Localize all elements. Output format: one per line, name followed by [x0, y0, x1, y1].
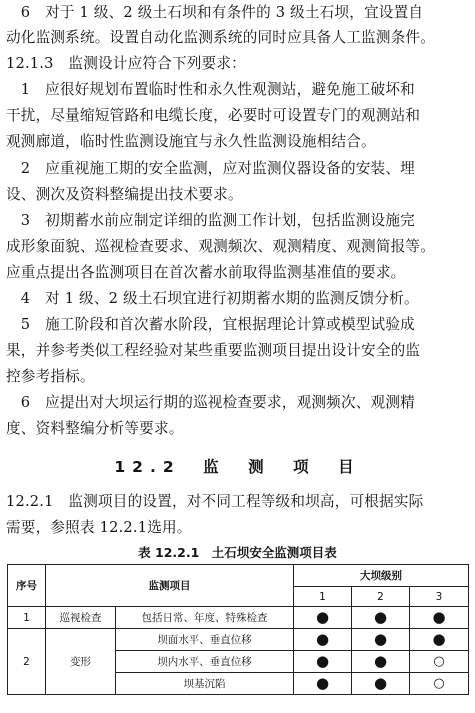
- optional-mark: ○: [410, 673, 469, 695]
- required-mark: ●: [352, 651, 410, 673]
- header-grade: 大坝级别: [294, 565, 469, 587]
- text-line: 度、资料整编分析等要求。: [6, 420, 184, 437]
- required-mark: ●: [410, 607, 469, 629]
- table-header-row: [8, 565, 469, 587]
- clause-heading: 12.1.3 监测设计应符合下列要求：: [6, 55, 246, 72]
- row-category: 变形: [46, 629, 116, 695]
- header-grade-2: 2: [352, 587, 410, 607]
- text-line: 4 对 1 级、2 级土石坝宜进行初期蓄水期的监测反馈分析。: [6, 290, 419, 307]
- row-category: 巡视检查: [46, 607, 116, 629]
- required-mark: ●: [410, 629, 469, 651]
- row-item: 坝基沉陷: [116, 673, 294, 695]
- table-row: [8, 629, 469, 651]
- text-line: 果，并参考类似工程经验对某些重要监测项目提出设计安全的监: [6, 342, 421, 359]
- text-line: 干扰，尽量缩短管路和电缆长度，必要时可设置专门的观测站和: [6, 107, 421, 124]
- header-grade-1: 1: [294, 587, 352, 607]
- row-item: 坝内水平、垂直位移: [116, 651, 294, 673]
- text-line: 3 初期蓄水前应制定详细的监测工作计划，包括监测设施完: [6, 212, 415, 229]
- required-mark: ●: [294, 673, 352, 695]
- text-line: 动化监测系统。设置自动化监测系统的同时应具备人工监测条件。: [6, 29, 436, 46]
- section-heading: 12.2 监 测 项 目: [114, 458, 361, 476]
- required-mark: ●: [294, 629, 352, 651]
- clause-line: 需要，参照表 12.2.1选用。: [6, 519, 192, 536]
- monitoring-items-table: [7, 564, 469, 695]
- text-line: 观测廊道，临时性监测设施宜与永久性监测设施相结合。: [6, 133, 376, 150]
- required-mark: ●: [352, 629, 410, 651]
- text-line: 成形象面貌、巡视检查要求、观测频次、观测精度、观测简报等。: [6, 238, 436, 255]
- table-row: [8, 607, 469, 629]
- required-mark: ●: [352, 607, 410, 629]
- header-item: 监测项目: [46, 565, 294, 607]
- text-line: 6 应提出对大坝运行期的巡视检查要求，观测频次、观测精: [6, 394, 415, 411]
- required-mark: ●: [294, 607, 352, 629]
- text-line: 设、测次及资料整编提出技术要求。: [6, 186, 243, 203]
- row-item: 包括日常、年度、特殊检查: [116, 607, 294, 629]
- text-line: 2 应重视施工期的安全监测，应对监测仪器设备的安装、埋: [6, 160, 415, 177]
- optional-mark: ○: [410, 651, 469, 673]
- table-title: 表 12.2.1 土石坝安全监测项目表: [138, 545, 337, 560]
- required-mark: ●: [352, 673, 410, 695]
- text-line: 1 应很好规划布置临时性和永久性观测站，避免施工破坏和: [6, 81, 415, 98]
- header-grade-3: 3: [410, 587, 469, 607]
- row-item: 坝面水平、垂直位移: [116, 629, 294, 651]
- text-line: 6 对于 1 级、2 级土石坝和有条件的 3 级土石坝，宜设置自: [6, 4, 424, 21]
- clause-line: 12.2.1 监测项目的设置，对不同工程等级和坝高，可根据实际: [6, 493, 424, 510]
- text-line: 控参考指标。: [6, 368, 95, 385]
- header-seq: 序号: [8, 565, 46, 607]
- text-line: 应重点提出各监测项目在首次蓄水前取得监测基准值的要求。: [6, 264, 406, 281]
- required-mark: ●: [294, 651, 352, 673]
- row-seq: 1: [8, 607, 46, 629]
- row-seq: 2: [8, 629, 46, 695]
- text-line: 5 施工阶段和首次蓄水阶段，宜根据理论计算或模型试验成: [6, 316, 415, 333]
